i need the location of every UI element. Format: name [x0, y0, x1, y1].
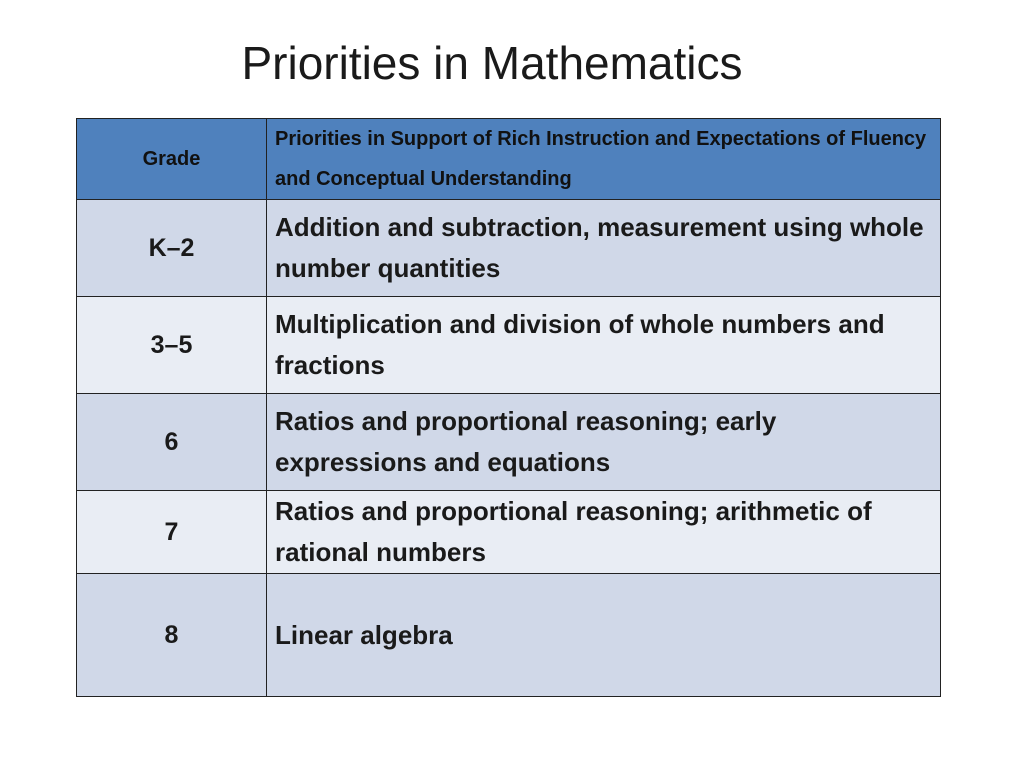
table-row — [77, 491, 941, 574]
priority-cell: Multiplication and division of whole numbers and fractions — [267, 297, 941, 394]
grade-column-header: Grade — [77, 119, 267, 200]
priority-cell: Ratios and proportional reasoning; early expressions and equations — [267, 394, 941, 491]
priorities-column-header: Priorities in Support of Rich Instruction and Expectations of Fluency and Conceptual Understanding — [267, 119, 941, 200]
table-row — [77, 394, 941, 491]
grade-cell: 7 — [77, 491, 267, 574]
priority-cell: Linear algebra — [267, 574, 941, 697]
grade-cell: 3–5 — [77, 297, 267, 394]
table-header-row — [77, 119, 941, 200]
slide-title: Priorities in Mathematics — [241, 37, 743, 89]
priorities-table — [76, 118, 941, 697]
grade-cell: 8 — [77, 574, 267, 697]
grade-cell: 6 — [77, 394, 267, 491]
grade-cell: K–2 — [77, 200, 267, 297]
priority-cell: Addition and subtraction, measurement using whole number quantities — [267, 200, 941, 297]
table-row — [77, 297, 941, 394]
priority-cell: Ratios and proportional reasoning; arithmetic of rational numbers — [267, 491, 941, 574]
table-row — [77, 200, 941, 297]
table-row — [77, 574, 941, 697]
